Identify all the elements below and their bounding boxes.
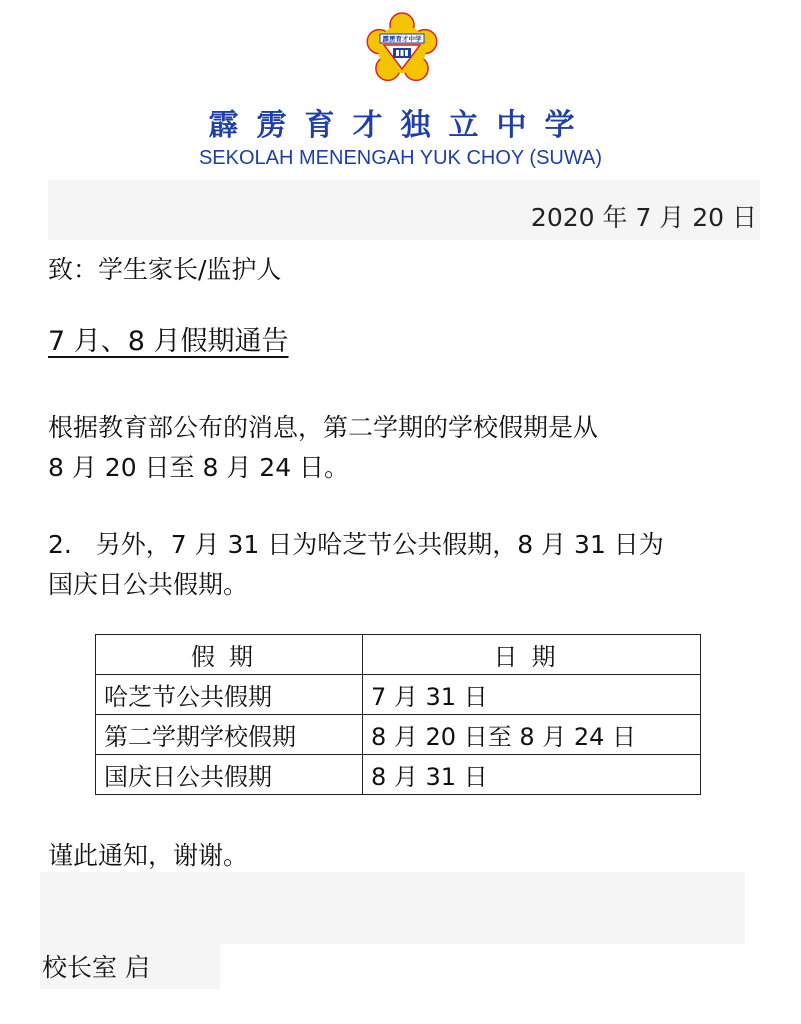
table-row: [96, 675, 701, 715]
paragraph-1-line-2: 8 月 20 日至 8 月 24 日。: [48, 453, 350, 482]
paragraph-2-line-2: 国庆日公共假期。: [48, 570, 249, 599]
school-name-english: SEKOLAH MENENGAH YUK CHOY (SUWA): [198, 147, 603, 169]
table-row: [96, 715, 701, 755]
header-date: 日期: [363, 635, 701, 675]
date-cell: 8 月 20 日至 8 月 24 日: [363, 715, 701, 755]
table-header-row: [96, 635, 701, 675]
signature-line: 校长室 启: [42, 953, 150, 982]
school-logo-icon: [364, 11, 440, 87]
holiday-cell: 第二学期学校假期: [96, 715, 363, 755]
header-holiday: 假期: [96, 635, 363, 675]
scan-patch: [40, 872, 745, 944]
holiday-cell: 国庆日公共假期: [96, 755, 363, 795]
closing-line: 谨此通知，谢谢。: [48, 841, 249, 870]
school-name-chinese: 霹雳育才独立中学: [208, 108, 593, 143]
logo-lettering: 霹雳育才中学: [382, 35, 422, 43]
paragraph-2-line-1: 2. 另外，7 月 31 日为哈芝节公共假期，8 月 31 日为: [48, 530, 664, 559]
holiday-table: [95, 634, 701, 795]
holiday-cell: 哈芝节公共假期: [96, 675, 363, 715]
recipient-line: 致：学生家长/监护人: [48, 255, 282, 284]
letter-date: 2020 年 7 月 20 日: [530, 203, 757, 232]
paragraph-1-line-1: 根据教育部公布的消息，第二学期的学校假期是从: [48, 413, 599, 442]
date-cell: 8 月 31 日: [363, 755, 701, 795]
notice-title: 7 月、8 月假期通告: [48, 326, 289, 357]
date-cell: 7 月 31 日: [363, 675, 701, 715]
table-row: [96, 755, 701, 795]
